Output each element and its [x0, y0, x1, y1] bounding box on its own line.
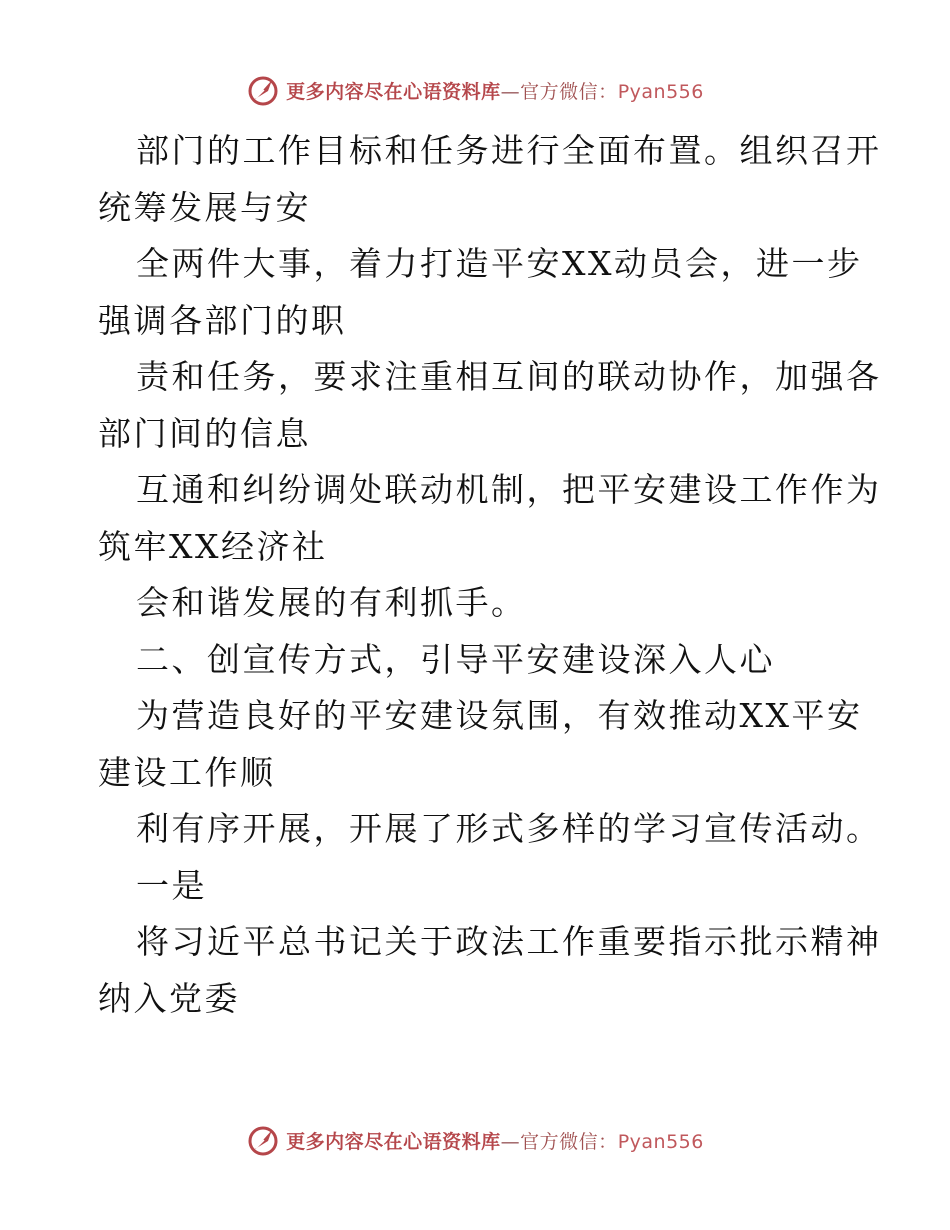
watermark-separator: —	[500, 1130, 521, 1153]
document-body	[98, 123, 882, 1027]
text-line: 筑牢XX经济社	[98, 526, 328, 566]
watermark-text	[286, 1127, 704, 1154]
text-line: 为营造良好的平安建设氛围，有效推动XX平安	[136, 696, 863, 735]
text-line: 统筹发展与安	[98, 187, 311, 227]
watermark-text	[286, 77, 704, 104]
text-line: 强调各部门的职	[98, 300, 347, 340]
watermark-wechat-id: Pyan556	[617, 80, 704, 103]
text-line: 将习近平总书记关于政法工作重要指示批示精神	[136, 922, 882, 961]
footer-watermark	[0, 1120, 950, 1160]
watermark-label: 官方微信：	[520, 80, 618, 103]
watermark-wechat-id: Pyan556	[617, 1130, 704, 1153]
watermark-main-text: 更多内容尽在心语资料库	[286, 1130, 501, 1153]
header-watermark	[0, 70, 950, 110]
text-line: 全两件大事，着力打造平安XX动员会，进一步	[136, 244, 863, 283]
watermark-separator: —	[500, 80, 521, 103]
quill-logo-icon	[246, 1123, 280, 1157]
text-line: 责和任务，要求注重相互间的联动协作，加强各	[136, 357, 882, 396]
text-line: 部门的工作目标和任务进行全面布置。组织召开	[136, 131, 882, 170]
text-line: 建设工作顺	[98, 752, 276, 792]
quill-logo-icon	[246, 73, 280, 107]
text-line: 互通和纠纷调处联动机制，把平安建设工作作为	[136, 470, 882, 509]
text-line: 一是	[136, 865, 207, 905]
text-line: 会和谐发展的有利抓手。	[136, 583, 527, 622]
watermark-label: 官方微信：	[520, 1130, 618, 1153]
watermark-main-text: 更多内容尽在心语资料库	[286, 80, 501, 103]
text-line: 纳入党委	[98, 978, 240, 1018]
text-line: 利有序开展，开展了形式多样的学习宣传活动。	[136, 809, 882, 848]
text-line: 部门间的信息	[98, 413, 311, 453]
text-line: 二、创宣传方式，引导平安建设深入人心	[136, 639, 775, 679]
